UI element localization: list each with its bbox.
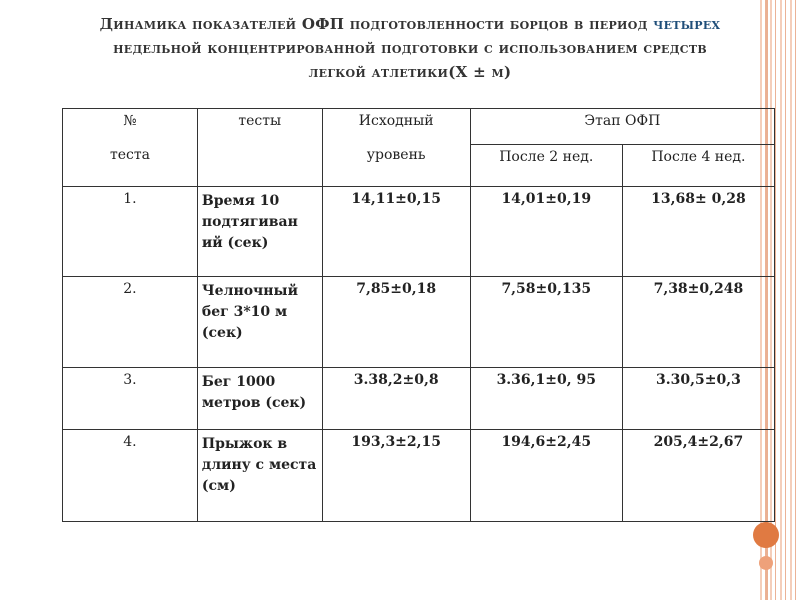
row-test: Время 10 подтягиван ий (сек) (197, 187, 322, 277)
header-after4: После 4 нед. (622, 145, 774, 187)
row-test: Бег 1000 метров (сек) (197, 367, 322, 429)
header-stage: Этап ОФП (470, 109, 774, 145)
row-number: 3. (63, 367, 198, 429)
header-number-bottom: теста (109, 147, 150, 163)
decorative-circle-large (753, 522, 779, 548)
row-test: Челночный бег 3*10 м (сек) (197, 277, 322, 367)
slide-title (40, 12, 780, 84)
row-after2: 7,58±0,135 (470, 277, 622, 367)
header-tests: тесты (197, 109, 322, 187)
row-initial: 193,3±2,15 (322, 429, 470, 521)
header-initial (322, 109, 470, 187)
table-row (63, 367, 775, 429)
row-number: 4. (63, 429, 198, 521)
title-line3: легкой атлетики(Х ± м) (308, 63, 512, 81)
row-after4: 205,4±2,67 (622, 429, 774, 521)
row-after4: 13,68± 0,28 (622, 187, 774, 277)
row-initial: 7,85±0,18 (322, 277, 470, 367)
header-after2: После 2 нед. (470, 145, 622, 187)
row-initial: 3.38,2±0,8 (322, 367, 470, 429)
row-test: Прыжок в длину с места (см) (197, 429, 322, 521)
row-after4: 7,38±0,248 (622, 277, 774, 367)
table-row (63, 277, 775, 367)
row-number: 1. (63, 187, 198, 277)
header-number-top: № (123, 113, 137, 129)
table-row (63, 429, 775, 521)
header-initial-top: Исходный (358, 113, 434, 129)
header-number (63, 109, 198, 187)
title-line2: недельной концентрированной подготовки с использованием средств (113, 39, 707, 57)
row-after2: 14,01±0,19 (470, 187, 622, 277)
row-after4: 3.30,5±0,3 (622, 367, 774, 429)
results-table (62, 108, 775, 522)
decorative-circle-small (759, 556, 773, 570)
title-line1: Динамика показателей ОФП подготовленности борцов в период (99, 15, 648, 33)
row-after2: 3.36,1±0, 95 (470, 367, 622, 429)
table-row (63, 187, 775, 277)
row-after2: 194,6±2,45 (470, 429, 622, 521)
row-initial: 14,11±0,15 (322, 187, 470, 277)
header-initial-bottom: уровень (366, 147, 426, 163)
row-number: 2. (63, 277, 198, 367)
title-highlight: четырех (653, 15, 721, 33)
